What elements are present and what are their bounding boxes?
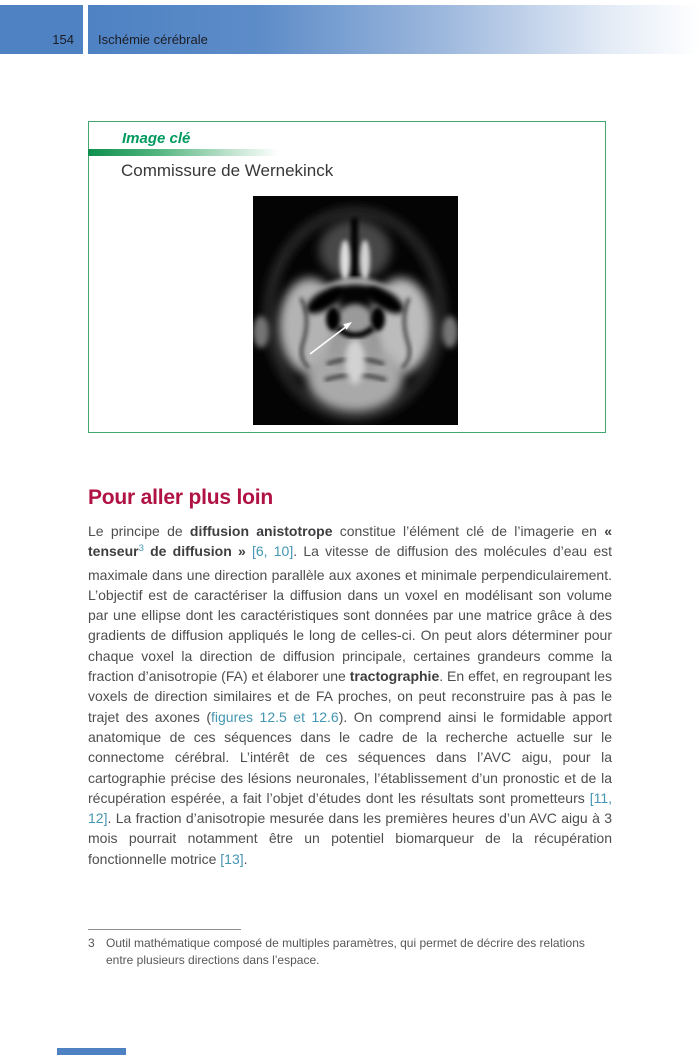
page-footer-bar <box>57 1048 126 1055</box>
text-run: diffusion anistotrope <box>189 523 333 539</box>
text-run: . La fraction d’anisotropie mesurée dans les premières heures d’un AVC aigu à 3 mois pourrait notamment être un potentiel biomarqueur de la récupération fonctionnelle motrice <box>88 810 612 867</box>
key-image-label: Image clé <box>122 130 191 147</box>
section-heading: Pour aller plus loin <box>88 486 274 509</box>
chapter-title: Ischémie cérébrale <box>98 32 208 47</box>
text-run: . En effet, en regroupant les voxels de direction similaires et de FA proches, on peut reconstruire pas à pas le trajet des axones ( <box>88 668 612 725</box>
brain-mri-image <box>253 196 458 425</box>
page-number-box <box>0 5 83 54</box>
citation-link[interactable]: [6, 10] <box>251 543 294 560</box>
text-run: ). On comprend ainsi le formidable apport anatomique de ces séquences dans le cadre de la recherche actuelle sur le connectome cérébral. L’intérêt de ces séquences dans l’AVC aigu, pour la cartographie précise des lésions neuronales, l’établissement d’un pronostic et de la récupération espérée, a fait l’objet d’études dont les résultats sont prometteurs <box>88 708 612 806</box>
text-run: . La vitesse de diffusion des molécules d’eau est maximale dans une direction parallèle aux axones et minimale perpendiculairement. L’objectif est de caractériser la diffusion dans un voxel en modélisant son volume par une ellipse dont les caractéristiques sont données par une matrice grâce à des gradients de diffusion appliqués le long de celles-ci. On peut alors déterminer pour chaque voxel la direction de diffusion principale, certaines grandeurs comme la fraction d’anisotropie (FA) et élaborer une <box>88 543 612 685</box>
text-run: . <box>243 850 248 867</box>
text-run: Le principe de <box>88 523 190 539</box>
text-run: tractographie <box>349 668 440 685</box>
citation-link[interactable]: [13] <box>220 850 244 867</box>
chapter-header-bar <box>88 5 700 54</box>
green-gradient-rule <box>88 149 279 156</box>
text-run: constitue l’élément clé de l’imagerie en <box>332 523 605 539</box>
footnote-separator <box>88 929 241 930</box>
body-paragraph <box>88 521 612 869</box>
page-number: 154 <box>52 32 74 47</box>
brain-mri-graphic <box>253 196 458 425</box>
key-image-title: Commissure de Wernekinck <box>121 161 334 180</box>
footnote <box>88 935 614 968</box>
text-run: de diffusion » <box>143 543 246 560</box>
footnote-text: Outil mathématique composé de multiples paramètres, qui permet de décrire des relations entre plusieurs directions dans l’espace. <box>106 936 585 967</box>
footnote-ref[interactable]: 3 <box>138 543 144 555</box>
citation-link[interactable]: figures 12.5 et 12.6 <box>211 708 339 725</box>
key-image-box <box>88 121 606 433</box>
footnote-marker: 3 <box>88 936 95 950</box>
text-run: « tenseur <box>88 523 612 560</box>
citation-link[interactable]: [11, 12] <box>88 789 612 827</box>
